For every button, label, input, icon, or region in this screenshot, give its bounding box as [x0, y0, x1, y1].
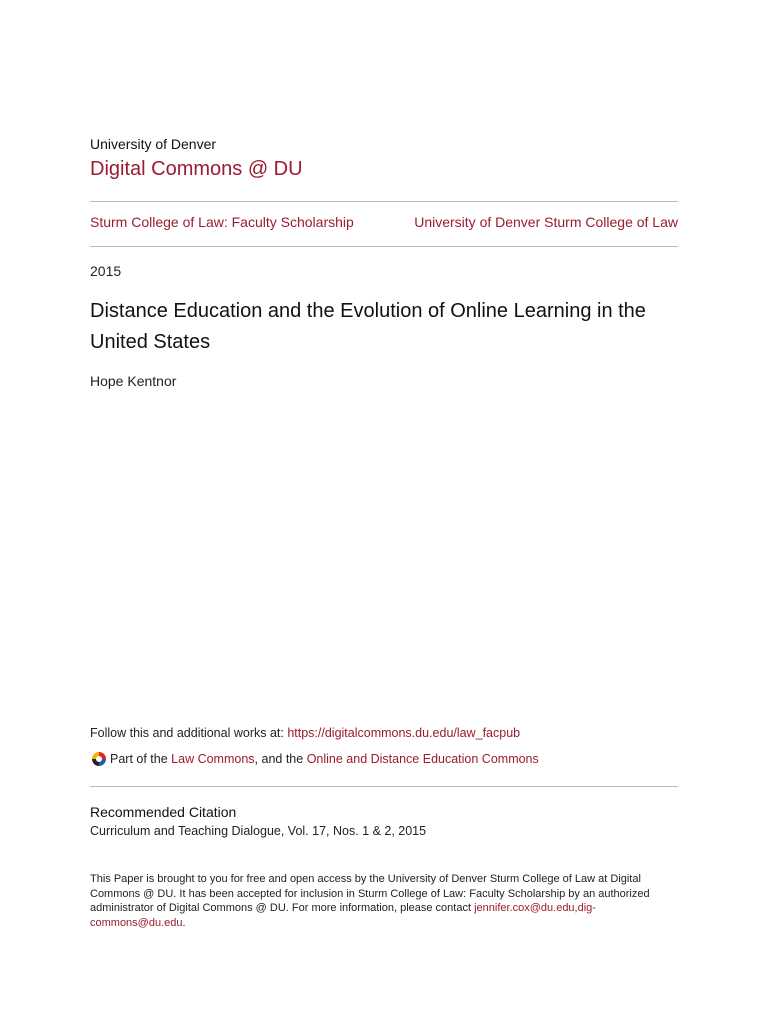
paper-title: Distance Education and the Evolution of Online Learning in the United States [90, 300, 646, 353]
law-commons-link[interactable]: Law Commons [171, 752, 255, 766]
access-notice-text: This Paper is brought to you for free and open access by the University of Denver Sturm College of Law at Digital Commons @ DU. It has been accepted for inclusion in Sturm College of Law: Faculty Scholarship by an authorized administrator of Digital Commons @ DU. For more information, please contact [90, 873, 650, 915]
divider-top [90, 201, 678, 202]
repository-link[interactable]: Digital Commons @ DU [90, 158, 303, 180]
divider-nav [90, 246, 678, 247]
publication-year: 2015 [90, 263, 122, 279]
part-of-prefix: Part of the [110, 752, 168, 766]
institution-name: University of Denver [90, 136, 217, 152]
follow-prefix: Follow this and additional works at: [90, 726, 288, 740]
contact-email-link[interactable]: jennifer.cox@du.edu,dig-commons@du.edu [90, 902, 596, 929]
collection-url-link[interactable]: https://digitalcommons.du.edu/law_facpub [287, 726, 521, 740]
access-notice-end: . [182, 916, 186, 929]
paper-author: Hope Kentnor [90, 373, 177, 389]
citation-heading: Recommended Citation [90, 804, 237, 820]
access-notice [90, 872, 678, 930]
online-commons-link[interactable]: Online and Distance Education Commons [306, 752, 539, 766]
part-of-middle: , and the [254, 752, 304, 766]
part-of-line [90, 750, 539, 768]
follow-line [90, 726, 520, 740]
divider-citation [90, 786, 678, 787]
network-icon [90, 750, 108, 768]
citation-text: Curriculum and Teaching Dialogue, Vol. 17, Nos. 1 & 2, 2015 [90, 824, 427, 838]
cover-page [90, 0, 678, 1024]
school-link[interactable]: University of Denver Sturm College of Law [414, 214, 678, 230]
collection-link[interactable]: Sturm College of Law: Faculty Scholarship [90, 214, 354, 230]
